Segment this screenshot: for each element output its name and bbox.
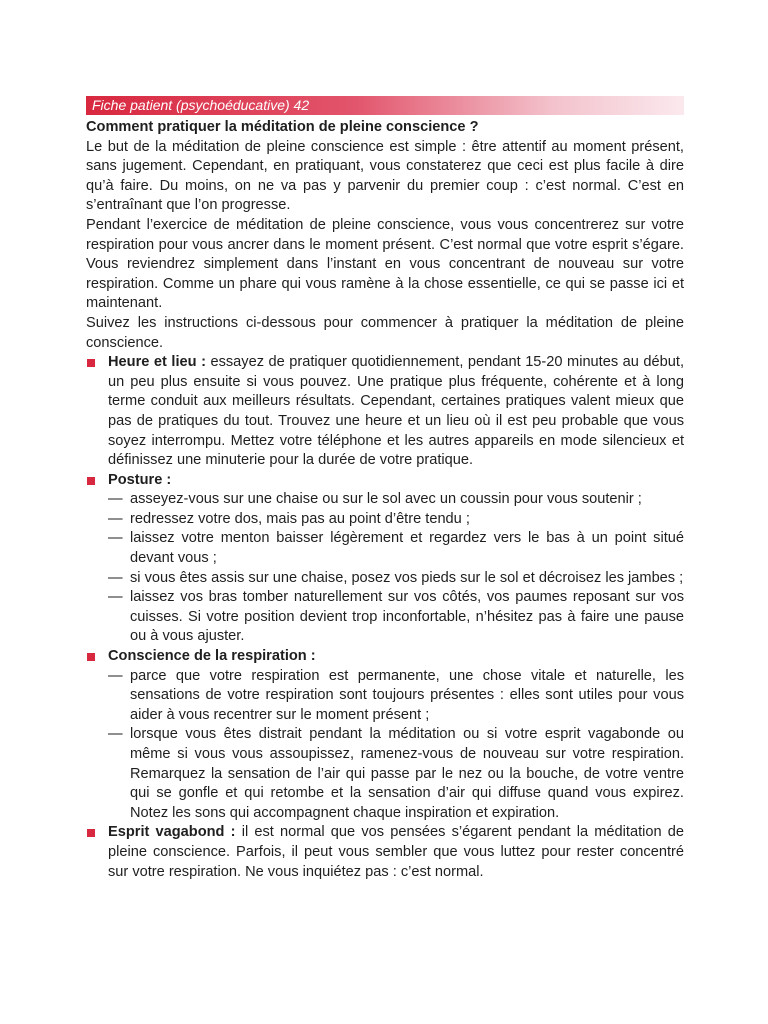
header-bar <box>86 96 684 115</box>
posture-item <box>108 490 684 510</box>
posture-item <box>108 569 684 589</box>
bullet-square-icon <box>87 829 95 837</box>
bullet-text: il est normal que vos pensées s’égarent pendant la méditation de pleine conscience. Parfois, il peut vous sembler que vous luttez pour rester concentré sur votre respiration. Ne vous inquiétez pas : c’est normal. <box>108 824 685 880</box>
bullet-text: essayez de pratiquer quotidiennement, pendant 15-20 minutes au début, un peu plus ensuite si vous pouvez. Une pratique plus fréquente, cohérente et à long terme conduit aux meilleurs résultats. Cependant, certaines pratiques valent mieux que pas de pratiques du tout. Trouvez une heure et un lieu où il est peu probable que vous soyez interrompu. Mettez votre téléphone et les autres appareils en mode silencieux et définissez une minuterie pour la durée de votre pratique. <box>108 354 685 469</box>
respiration-item-text: lorsque vous êtes distrait pendant la méditation ou si votre esprit vagabonde ou même si vous vous assoupissez, ramenez-vous de nouveau sur votre respiration. Remarquez la sensation de l’air qui passe par le nez ou la bouche, de votre ventre qui se gonfle et qui retombe et la sensation d’air qui diffuse quand vous expirez. Notez les sons qui accompagnent chaque inspiration et expiration. <box>130 726 684 821</box>
posture-item <box>108 510 684 530</box>
bullet-square-icon <box>87 477 95 485</box>
document-page <box>86 96 684 882</box>
dash-icon: — <box>108 530 123 547</box>
respiration-item <box>108 667 684 726</box>
header-label: Fiche patient (psychoéducative) 42 <box>92 97 310 113</box>
posture-item-text: si vous êtes assis sur une chaise, posez vos pieds sur le sol et décroisez les jambes ; <box>130 569 684 586</box>
bullet-title: Posture : <box>108 471 172 488</box>
respiration-item <box>108 725 684 823</box>
bullet-title: Esprit vagabond : <box>108 824 236 841</box>
body <box>86 118 684 882</box>
posture-item <box>108 529 684 568</box>
dash-icon: — <box>108 569 123 586</box>
section-title: Comment pratiquer la méditation de pleine conscience ? <box>86 119 479 135</box>
bullet-title: Conscience de la respiration : <box>108 648 316 665</box>
posture-item-text: asseyez-vous sur une chaise ou sur le sol avec un coussin pour vous soutenir ; <box>130 491 642 508</box>
paragraph: Le but de la méditation de pleine conscience est simple : être attentif au moment présent, sans jugement. Cependant, en pratiquant, vous constaterez que ceci est plus facile à dire qu’à faire. Du moins, on ne va pas y parvenir du premier coup : c’est normal. C’est en s’entraînant que l’on progresse. <box>86 138 684 214</box>
dash-icon: — <box>108 491 123 508</box>
paragraph: Pendant l’exercice de méditation de pleine conscience, vous vous concentrerez sur votre respiration pour vous ancrer dans le moment présent. C’est normal que votre esprit s’égare. Vous reviendrez simplement dans l’instant en vous concentrant de nouveau sur votre respiration. Comme un phare qui vous ramène à la chose essentielle, ce qui se passe ici et maintenant. <box>86 216 684 312</box>
bullet-respiration <box>86 647 684 823</box>
bullet-posture <box>86 471 684 647</box>
respiration-item-text: parce que votre respiration est permanente, une chose vitale et naturelle, les sensations de votre respiration sont toujours présentes : elles sont utiles pour vous aider à vous recentrer sur le moment présent ; <box>130 667 684 723</box>
dash-icon: — <box>108 726 123 743</box>
dash-icon: — <box>108 667 123 684</box>
posture-item <box>108 588 684 647</box>
bullet-esprit-vagabond <box>86 823 684 882</box>
posture-item-text: laissez votre menton baisser légèrement et regardez vers le bas à un point situé devant vous ; <box>130 530 684 567</box>
bullet-square-icon <box>87 653 95 661</box>
bullet-title: Heure et lieu : <box>108 354 206 371</box>
dash-icon: — <box>108 510 123 527</box>
posture-item-text: redressez votre dos, mais pas au point d’être tendu ; <box>130 510 470 527</box>
posture-item-text: laissez vos bras tomber naturellement sur vos côtés, vos paumes reposant sur vos cuisses. Si votre position devient trop inconfortable, n’hésitez pas à faire une pause ou à vous ajuster. <box>130 589 684 645</box>
paragraph: Suivez les instructions ci-dessous pour commencer à pratiquer la méditation de pleine conscience. <box>86 314 684 351</box>
bullet-square-icon <box>87 359 95 367</box>
bullet-heure-lieu <box>86 353 684 471</box>
dash-icon: — <box>108 589 123 606</box>
